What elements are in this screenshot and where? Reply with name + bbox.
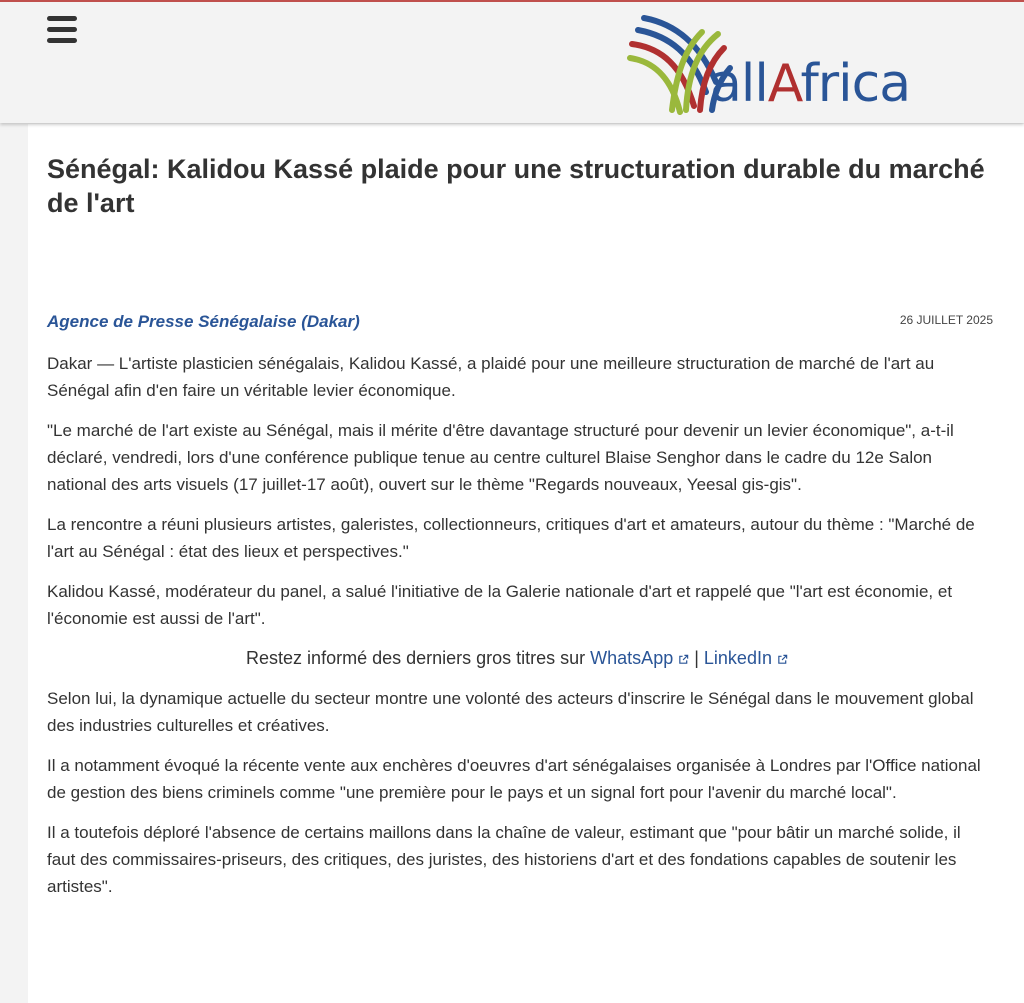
linkedin-link-label: LinkedIn (703, 648, 772, 668)
article-paragraph: Dakar — L'artiste plasticien sénégalais, Kalidou Kassé, a plaidé pour une meilleure structuration de marché de l'art au Sénégal afin d'en faire un véritable levier économique. (47, 354, 935, 400)
hamburger-line (47, 38, 77, 43)
logo-prefix: all (710, 54, 768, 114)
social-promo (47, 645, 987, 672)
article-body (47, 350, 987, 913)
external-link-icon (777, 654, 788, 665)
logo-accent-letter: A (767, 54, 801, 114)
hamburger-line (47, 16, 77, 21)
allafrica-logo[interactable] (626, 10, 911, 120)
hamburger-menu-button[interactable] (46, 14, 79, 46)
external-link-icon (678, 654, 689, 665)
link-separator: | (689, 648, 704, 668)
article-paragraph: Il a toutefois déploré l'absence de certains maillons dans la chaîne de valeur, estimant que "pour bâtir un marché solide, il faut des commissaires-priseurs, des critiques, des juristes, des historiens d'art et des fondations capables de soutenir les artistes". (47, 823, 961, 896)
article-paragraph: Il a notamment évoqué la récente vente aux enchères d'oeuvres d'art sénégalaises organisée à Londres par l'Office national de gestion des biens criminels comme "une première pour le pays et un signal fort pour l'avenir du marché local". (47, 756, 981, 802)
article-byline (47, 312, 993, 336)
promo-text: Restez informé des derniers gros titres sur (246, 648, 591, 668)
site-header (0, 0, 1024, 123)
article-paragraph: Kalidou Kassé, modérateur du panel, a salué l'initiative de la Galerie nationale d'art et rappelé que "l'art est économie, et l'économie est aussi de l'art". (47, 582, 953, 628)
article-headline: Sénégal: Kalidou Kassé plaide pour une structuration durable du marché de l'art (47, 154, 985, 218)
article-paragraph: La rencontre a réuni plusieurs artistes, galeristes, collectionneurs, critiques d'art et amateurs, autour du thème : "Marché de l'art au Sénégal : état des lieux et perspectives." (47, 515, 975, 561)
allafrica-wordmark (710, 54, 910, 114)
whatsapp-link-label: WhatsApp (590, 648, 674, 668)
publisher-link[interactable]: Agence de Presse Sénégalaise (Dakar) (47, 312, 360, 331)
article-paragraph: "Le marché de l'art existe au Sénégal, mais il mérite d'être davantage structuré pour devenir un levier économique", a-t-il déclaré, vendredi, lors d'une conférence publique tenue au centre culturel Blaise Senghor dans le cadre du 12e Salon national des arts visuels (17 juillet-17 août), ouvert sur le thème "Regards nouveaux, Yeesal gis-gis". (47, 421, 954, 494)
linkedin-link[interactable] (704, 648, 788, 668)
logo-suffix: frica (800, 54, 911, 114)
hamburger-line (47, 27, 77, 32)
whatsapp-link[interactable] (590, 648, 689, 668)
article-container (28, 124, 1024, 1003)
publication-date: 26 JUILLET 2025 (899, 313, 993, 327)
article-paragraph: Selon lui, la dynamique actuelle du secteur montre une volonté des acteurs d'inscrire le Sénégal dans le mouvement global des industries culturelles et créatives. (47, 689, 974, 735)
